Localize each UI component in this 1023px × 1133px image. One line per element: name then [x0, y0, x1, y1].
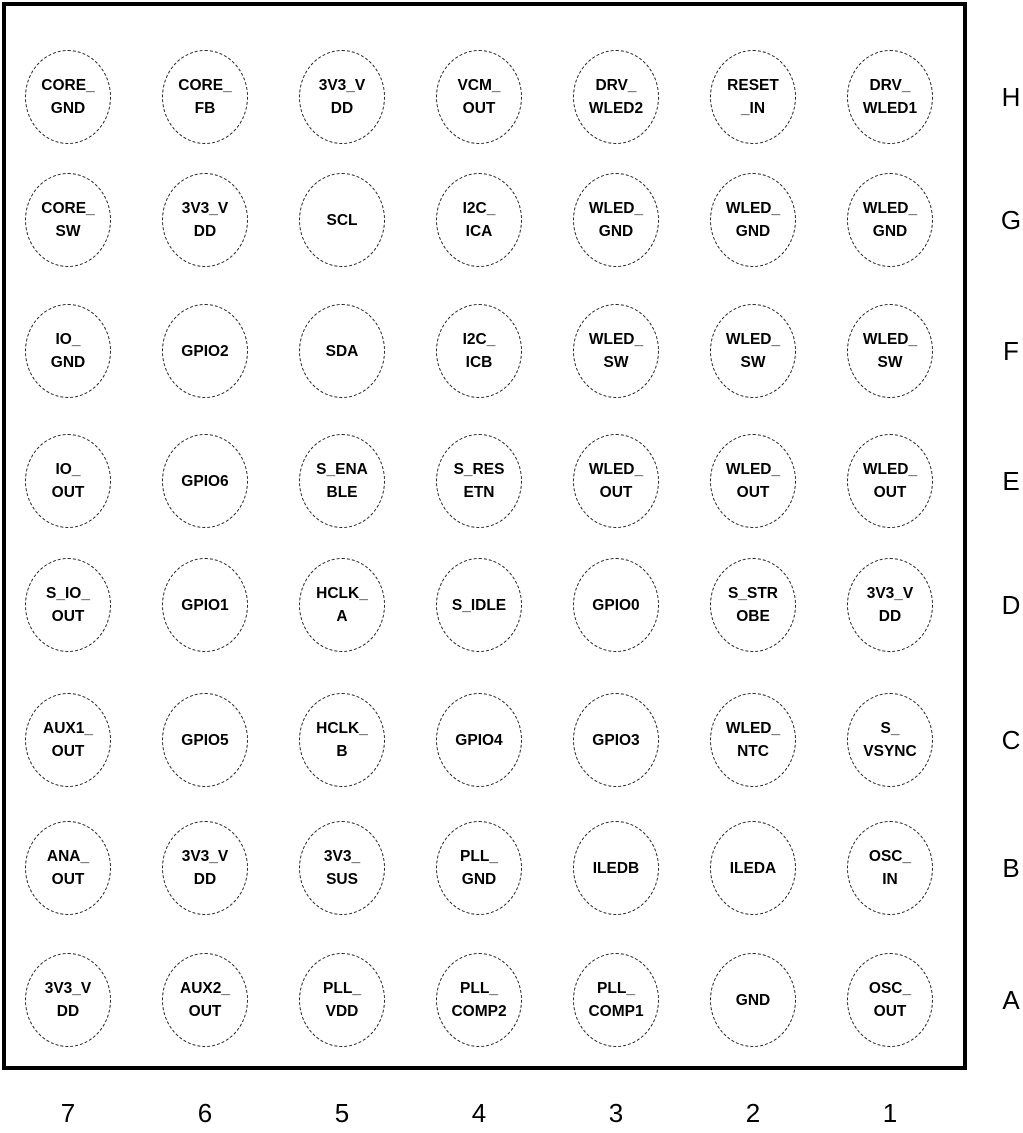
pin-D1	[847, 558, 933, 652]
pin-label-line: IO_	[55, 461, 81, 478]
pin-E4	[436, 434, 522, 528]
pin-label-line: DD	[56, 1003, 80, 1020]
column-label-2: 2	[745, 1098, 761, 1128]
pin-label-line: IO_	[55, 331, 81, 348]
pin-label-line: GND	[872, 223, 908, 240]
pin-F7	[25, 304, 111, 398]
pin-label-line: ILEDB	[592, 859, 640, 877]
pin-E5	[299, 434, 385, 528]
pin-E6	[162, 434, 248, 528]
pin-D4	[436, 558, 522, 652]
pin-label-line: PLL_	[460, 980, 498, 997]
pin-label-line: COMP2	[451, 1003, 507, 1020]
pin-label-line: IN	[882, 871, 898, 888]
pin-label-line: OUT	[51, 484, 85, 501]
pin-label-line: WLED_	[588, 461, 644, 478]
pin-label-line: SW	[55, 223, 81, 240]
pin-label-line: WLED_	[725, 461, 781, 478]
pin-label-line: GPIO6	[181, 472, 229, 490]
pin-label-line: RESET	[727, 77, 779, 94]
pin-label-line: 3V3_V	[181, 848, 229, 865]
pin-label-line: GND	[735, 223, 771, 240]
pin-label-line: WLED1	[862, 100, 918, 117]
pin-A3	[573, 953, 659, 1047]
pin-label-line: S_RES	[453, 461, 505, 478]
pin-label-line: HCLK_	[316, 585, 368, 602]
pin-label-line: _IN	[740, 100, 766, 117]
pin-G4	[436, 173, 522, 267]
pin-label-line: PLL_	[323, 980, 361, 997]
pin-H2	[710, 50, 796, 144]
pin-label-line: AUX1_	[43, 720, 93, 737]
pin-label-line: OBE	[736, 608, 770, 625]
pin-label-line: A	[336, 608, 348, 625]
pin-label-line: GND	[461, 871, 497, 888]
row-label-B: B	[1002, 853, 1020, 883]
pin-H6	[162, 50, 248, 144]
pin-label-line: FB	[194, 100, 216, 117]
pin-label-line: DD	[193, 223, 217, 240]
pin-label-line: SW	[740, 354, 766, 371]
pin-C5	[299, 693, 385, 787]
pin-E2	[710, 434, 796, 528]
pin-label-line: GND	[735, 991, 771, 1009]
pin-label-line: CORE_	[41, 77, 95, 94]
pin-label-line: DD	[878, 608, 902, 625]
pin-label-line: WLED_	[862, 461, 918, 478]
pin-label-line: OUT	[873, 484, 907, 501]
row-label-G: G	[1000, 205, 1022, 235]
pin-D2	[710, 558, 796, 652]
column-label-3: 3	[608, 1098, 624, 1128]
pin-F1	[847, 304, 933, 398]
pin-B5	[299, 821, 385, 915]
pin-B1	[847, 821, 933, 915]
column-label-7: 7	[60, 1098, 76, 1128]
pin-label-line: WLED_	[725, 200, 781, 217]
pin-label-line: SDA	[325, 342, 359, 360]
pin-label-line: VCM_	[457, 77, 501, 94]
pin-label-line: I2C_	[462, 200, 496, 217]
pin-C2	[710, 693, 796, 787]
pin-D7	[25, 558, 111, 652]
column-label-1: 1	[882, 1098, 898, 1128]
pin-G2	[710, 173, 796, 267]
pin-G5	[299, 173, 385, 267]
pin-F6	[162, 304, 248, 398]
pin-label-line: S_ENA	[316, 461, 368, 478]
pin-label-line: SW	[603, 354, 629, 371]
pin-label-line: OUT	[873, 1003, 907, 1020]
pin-label-line: GPIO0	[592, 596, 640, 614]
pin-F4	[436, 304, 522, 398]
pin-label-line: 3V3_V	[181, 200, 229, 217]
pin-D6	[162, 558, 248, 652]
row-label-D: D	[1001, 590, 1021, 620]
pin-F2	[710, 304, 796, 398]
pin-label-line: NTC	[737, 743, 769, 760]
pin-label-line: 3V3_V	[866, 585, 914, 602]
pin-label-line: 3V3_V	[44, 980, 92, 997]
pin-label-line: B	[336, 743, 348, 760]
pin-A1	[847, 953, 933, 1047]
pin-label-line: DRV_	[595, 77, 637, 94]
pin-label-line: WLED2	[588, 100, 644, 117]
pin-label-line: GPIO5	[181, 731, 229, 749]
pin-label-line: WLED_	[588, 200, 644, 217]
column-label-6: 6	[197, 1098, 213, 1128]
pin-label-line: WLED_	[862, 200, 918, 217]
pin-label-line: PLL_	[597, 980, 635, 997]
pin-E1	[847, 434, 933, 528]
pin-label-line: WLED_	[725, 720, 781, 737]
pin-label-line: GPIO2	[181, 342, 229, 360]
pin-label-line: BLE	[326, 484, 358, 501]
pin-label-line: ETN	[463, 484, 495, 501]
pin-label-line: 3V3_V	[318, 77, 366, 94]
pin-label-line: AUX2_	[180, 980, 230, 997]
pin-label-line: 3V3_	[323, 848, 361, 865]
pin-label-line: S_	[880, 720, 900, 737]
row-label-E: E	[1002, 466, 1020, 496]
pin-B7	[25, 821, 111, 915]
pin-C7	[25, 693, 111, 787]
pin-A4	[436, 953, 522, 1047]
pin-H1	[847, 50, 933, 144]
pin-D5	[299, 558, 385, 652]
pin-label-line: OUT	[51, 743, 85, 760]
column-label-5: 5	[334, 1098, 350, 1128]
pin-F5	[299, 304, 385, 398]
pin-label-line: ICB	[465, 354, 493, 371]
pin-label-line: WLED_	[725, 331, 781, 348]
pin-label-line: S_STR	[728, 585, 778, 602]
pin-label-line: OUT	[599, 484, 633, 501]
pin-label-line: OUT	[51, 871, 85, 888]
pin-A6	[162, 953, 248, 1047]
pin-label-line: SUS	[326, 871, 358, 888]
pin-A7	[25, 953, 111, 1047]
pin-label-line: OUT	[188, 1003, 222, 1020]
pin-label-line: S_IO_	[46, 585, 90, 602]
pin-C1	[847, 693, 933, 787]
pin-label-line: GND	[50, 100, 86, 117]
column-label-4: 4	[471, 1098, 487, 1128]
pin-label-line: SW	[877, 354, 903, 371]
pin-label-line: WLED_	[588, 331, 644, 348]
pin-A2	[710, 953, 796, 1047]
pin-label-line: OUT	[51, 608, 85, 625]
pin-E7	[25, 434, 111, 528]
pin-G7	[25, 173, 111, 267]
pin-G1	[847, 173, 933, 267]
pin-label-line: OUT	[736, 484, 770, 501]
pin-label-line: GND	[598, 223, 634, 240]
pin-label-line: GPIO3	[592, 731, 640, 749]
pin-G3	[573, 173, 659, 267]
pin-label-line: OSC_	[868, 980, 912, 997]
pin-label-line: ANA_	[46, 848, 90, 865]
pin-B2	[710, 821, 796, 915]
pin-label-line: OSC_	[868, 848, 912, 865]
pin-label-line: GPIO1	[181, 596, 229, 614]
pin-label-line: DRV_	[869, 77, 911, 94]
pin-label-line: WLED_	[862, 331, 918, 348]
pin-label-line: VDD	[325, 1003, 359, 1020]
pin-E3	[573, 434, 659, 528]
pin-label-line: I2C_	[462, 331, 496, 348]
pin-label-line: CORE_	[41, 200, 95, 217]
pin-label-line: SCL	[326, 211, 358, 229]
pin-label-line: CORE_	[178, 77, 232, 94]
pin-label-line: GND	[50, 354, 86, 371]
pin-label-line: DD	[330, 100, 354, 117]
pin-H4	[436, 50, 522, 144]
pin-H7	[25, 50, 111, 144]
pin-label-line: GPIO4	[455, 731, 503, 749]
pin-label-line: DD	[193, 871, 217, 888]
pin-label-line: COMP1	[588, 1003, 644, 1020]
pin-label-line: VSYNC	[863, 743, 917, 760]
pin-B6	[162, 821, 248, 915]
pin-F3	[573, 304, 659, 398]
pin-label-line: OUT	[462, 100, 496, 117]
row-label-A: A	[1002, 985, 1020, 1015]
pin-C6	[162, 693, 248, 787]
pin-C3	[573, 693, 659, 787]
pin-H5	[299, 50, 385, 144]
row-label-C: C	[1001, 725, 1021, 755]
pin-H3	[573, 50, 659, 144]
row-label-F: F	[1003, 336, 1019, 366]
row-label-H: H	[1001, 82, 1021, 112]
pin-G6	[162, 173, 248, 267]
pin-label-line: HCLK_	[316, 720, 368, 737]
pin-label-line: ICA	[465, 223, 493, 240]
pin-D3	[573, 558, 659, 652]
pin-B4	[436, 821, 522, 915]
pin-label-line: ILEDA	[729, 859, 777, 877]
pin-label-line: S_IDLE	[451, 596, 507, 614]
pin-label-line: PLL_	[460, 848, 498, 865]
pin-B3	[573, 821, 659, 915]
pin-A5	[299, 953, 385, 1047]
pin-C4	[436, 693, 522, 787]
